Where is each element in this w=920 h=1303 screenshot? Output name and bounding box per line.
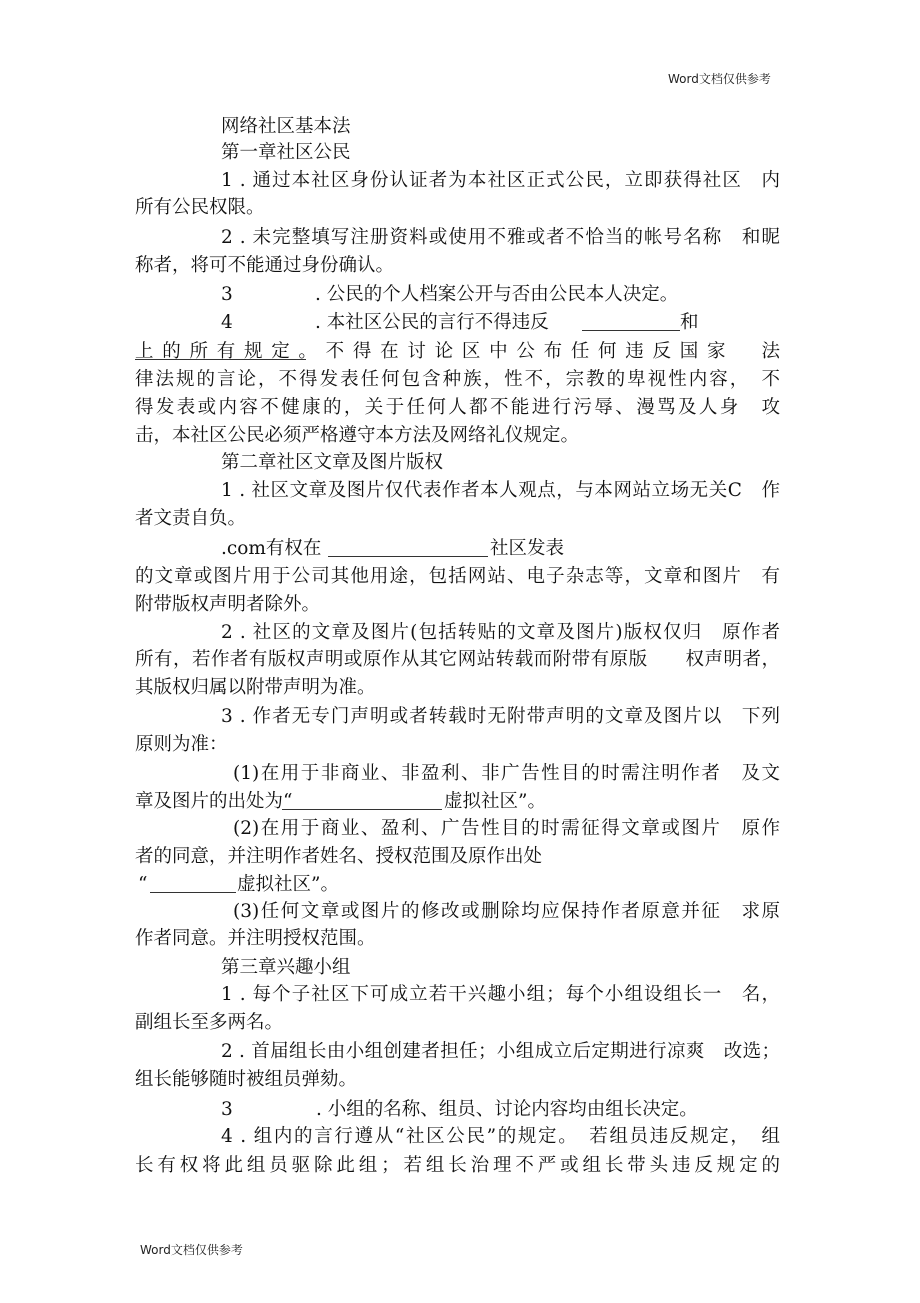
line-text: 副组长至多两名。 (135, 1012, 284, 1033)
line-text: 律法规的言论，不得发表任何包含种族，性不，宗教的卑视性内容， 不 (135, 369, 780, 390)
line-text: . 本社区公民的言行不得违反 (315, 312, 549, 333)
paragraph-line (135, 594, 320, 616)
paragraph-line (135, 197, 265, 219)
paragraph-line (135, 369, 780, 391)
line-text: 上的所有规定。不得在讨论区中公布任何违反国家 法 (135, 341, 780, 362)
page-header: Word文档仅供参考 (668, 72, 771, 86)
line-text: 的文章或图片用于公司其他用途，包括网站、电子杂志等，文章和图片 有 (135, 566, 780, 587)
paragraph-line (221, 984, 780, 1006)
line-text: 4 (221, 312, 233, 333)
line-text: 第二章社区文章及图片版权 (221, 452, 444, 473)
line-text: 3 . 作者无专门声明或者转载时无附带声明的文章及图片以 下列 (221, 706, 780, 727)
line-text: 其版权归属以附带声明为准。 (135, 677, 376, 698)
paragraph-line (221, 706, 780, 728)
page-footer: Word文档仅供参考 (140, 1243, 243, 1257)
paragraph-line (221, 452, 443, 474)
paragraph-line (233, 763, 780, 785)
paragraph-line (221, 1041, 780, 1063)
paragraph-line (135, 341, 780, 363)
paragraph-line (221, 116, 351, 138)
paragraph-line (221, 480, 780, 502)
line-text: 2 . 社区的文章及图片(包括转贴的文章及图片)版权仅归 原作者 (221, 622, 780, 643)
fill-in-blank (328, 540, 488, 557)
line-text: 称者，将可不能通过身份确认。 (135, 255, 395, 276)
line-text: 击，本社区公民必须严格遵守本方法及网络礼仪规定。 (135, 425, 580, 446)
paragraph-line (135, 425, 579, 447)
line-text: . 公民的个人档案公开与否由公民本人决定。 (315, 284, 679, 305)
paragraph-line (135, 649, 780, 671)
line-text: 3 (221, 1099, 233, 1120)
paragraph-line (135, 397, 780, 419)
line-text: 1 . 社区文章及图片仅代表作者本人观点，与本网站立场无关C 作 (221, 480, 780, 501)
paragraph-line (221, 170, 780, 192)
line-text: 2 . 未完整填写注册资料或使用不雅或者不恰当的帐号名称 和昵 (221, 227, 780, 248)
line-text: 者文责自负。 (135, 508, 247, 529)
line-text: (2)在用于商业、盈利、广告性目的时需征得文章或图片 原作 (233, 818, 780, 839)
line-text: 第三章兴趣小组 (221, 957, 351, 978)
line-text: 附带版权声明者除外。 (135, 594, 321, 615)
line-text: 者的同意，并注明作者姓名、授权范围及原作出处 (135, 846, 543, 867)
paragraph-line (221, 1126, 780, 1148)
paragraph-line (135, 734, 228, 756)
paragraph-line (135, 566, 780, 588)
line-text: .com有权在 (221, 538, 322, 559)
line-text: 虚拟社区”。 (444, 791, 546, 812)
line-text: 虚拟社区”。 (237, 874, 339, 895)
paragraph-line (135, 255, 394, 277)
line-text: 2 . 首届组长由小组创建者担任；小组成立后定期进行凉爽 改选； (221, 1041, 780, 1062)
paragraph-line (221, 957, 351, 979)
line-text: 和 (680, 312, 699, 333)
line-text: 社区发表 (490, 538, 565, 559)
line-text: 3 (221, 284, 233, 305)
paragraph-line (233, 901, 780, 923)
paragraph-line (135, 677, 376, 699)
line-text: 得发表或内容不健康的，关于任何人都不能进行污辱、漫骂及人身 攻 (135, 397, 780, 418)
fill-in-blank (582, 314, 680, 331)
line-text: 原则为准： (135, 734, 228, 755)
paragraph-line (135, 1155, 780, 1177)
paragraph-line (135, 1012, 283, 1034)
line-text: 作者同意。并注明授权范围。 (135, 928, 376, 949)
line-text: 1 . 每个子社区下可成立若干兴趣小组；每个小组设组长一 名， (221, 984, 780, 1005)
paragraph-line (221, 622, 780, 644)
line-text: (3)任何文章或图片的修改或删除均应保持作者原意并征 求原 (233, 901, 780, 922)
line-text: . 小组的名称、组员、讨论内容均由组长决定。 (316, 1099, 698, 1120)
line-text: 所有公民权限。 (135, 197, 265, 218)
paragraph-line (135, 1069, 357, 1091)
paragraph-line (233, 818, 780, 840)
line-text: “ (138, 874, 148, 895)
line-text: 网络社区基本法 (221, 116, 351, 137)
line-text: 章及图片的出处为“ (135, 791, 293, 812)
fill-in-blank (282, 793, 442, 810)
paragraph-line (221, 227, 780, 249)
line-text: 组长能够随时被组员弹劾。 (135, 1069, 358, 1090)
paragraph-line (135, 508, 246, 530)
line-text: 第一章社区公民 (221, 142, 351, 163)
line-text: 4 . 组内的言行遵从“社区公民”的规定。 若组员违反规定， 组 (221, 1126, 780, 1147)
paragraph-line (221, 142, 351, 164)
line-text: 所有，若作者有版权声明或原作从其它网站转载而附带有原版 权声明者， (135, 649, 780, 670)
paragraph-line (135, 928, 376, 950)
line-text: 1 . 通过本社区身份认证者为本社区正式公民，立即获得社区 内 (221, 170, 780, 191)
paragraph-line (135, 846, 542, 868)
line-text: 长有权将此组员驱除此组；若组长治理不严或组长带头违反规定的 (135, 1155, 780, 1176)
line-text: (1)在用于非商业、非盈利、非广告性目的时需注明作者 及文 (233, 763, 780, 784)
fill-in-blank (150, 876, 236, 893)
